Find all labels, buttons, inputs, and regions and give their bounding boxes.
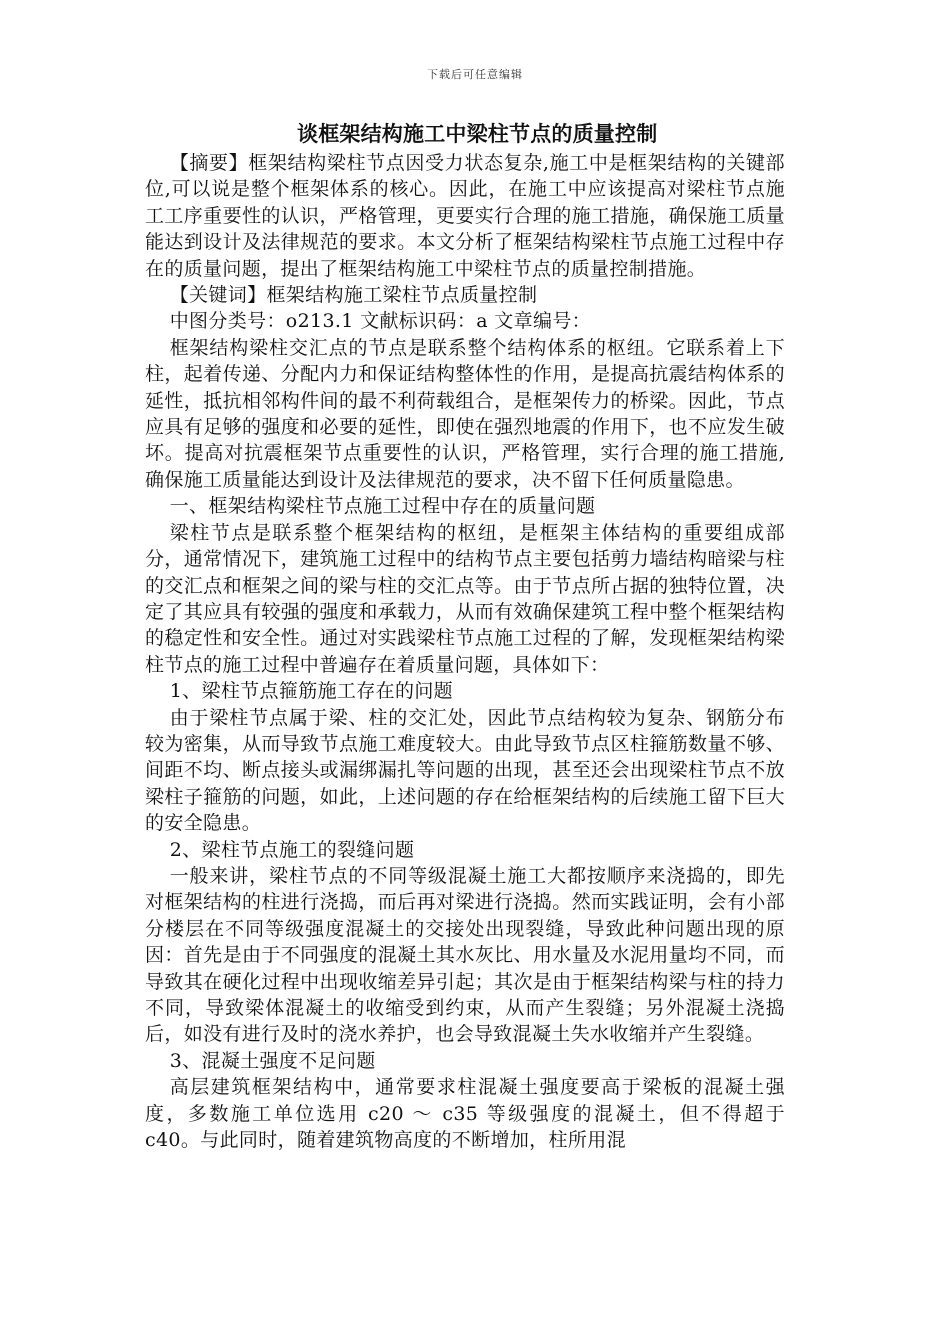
classification-line: 中图分类号：o213.1 文献标识码：a 文章编号： [169,310,592,333]
document-title: 谈框架结构施工中梁柱节点的质量控制 [297,122,658,146]
abstract-paragraph: 【摘要】框架结构梁柱节点因受力状态复杂,施工中是框架结构的关键部位,可以说是整个框架体系的核心。因此，在施工中应该提高对梁柱节点施工工序重要性的认识，严格管理，更要实行合理的施工措施，确保施工质量能达到设计及法律规范的要求。本文分析了框架结构梁柱节点施工过程中存在的质量问题，提出了框架结构施工中梁柱节点的质量控制措施。 [145,152,785,280]
subheading-strength-issue: 3、混凝土强度不足问题 [169,1049,376,1072]
document-body [145,118,785,1153]
stirrup-issue-paragraph: 由于梁柱节点属于梁、柱的交汇处，因此节点结构较为复杂、钢筋分布较为密集，从而导致节点施工难度较大。由此导致节点区柱箍筋数量不够、间距不均、断点接头或漏绑漏扎等问题的出现，甚至还会出现梁柱节点不放梁柱子箍筋的问题，如此，上述问题的存在给框架结构的后续施工留下巨大的安全隐患。 [145,706,785,835]
section-1-paragraph: 梁柱节点是联系整个框架结构的枢纽，是框架主体结构的重要组成部分，通常情况下，建筑施工过程中的结构节点主要包括剪力墙结构暗梁与柱的交汇点和框架之间的梁与柱的交汇点等。由于节点所占据的独特位置，决定了其应具有较强的强度和承载力，从而有效确保建筑工程中整个框架结构的稳定性和安全性。通过对实践梁柱节点施工过程的了解，发现框架结构梁柱节点的施工过程中普遍存在着质量问题，具体如下： [145,521,785,676]
section-heading-1: 一、框架结构梁柱节点施工过程中存在的质量问题 [169,495,596,518]
keywords-line: 【关键词】框架结构施工梁柱节点质量控制 [169,284,538,307]
intro-paragraph: 框架结构梁柱交汇点的节点是联系整个结构体系的枢纽。它联系着上下柱，起着传递、分配内力和保证结构整体性的作用，是提高抗震结构体系的延性，抵抗相邻构件间的最不利荷载组合，是框架传力的桥梁。因此，节点应具有足够的强度和必要的延性，即使在强烈地震的作用下，也不应发生破坏。提高对抗震框架节点重要性的认识，严格管理，实行合理的施工措施,确保施工质量能达到设计及法律规范的要求，决不留下任何质量隐患。 [145,336,785,491]
strength-issue-paragraph: 高层建筑框架结构中，通常要求柱混凝土强度要高于梁板的混凝土强度，多数施工单位选用 c20 ～ c35 等级强度的混凝土，但不得超于 c40。与此同时，随着建筑物高度的不断增加，柱所用混 [145,1076,785,1152]
header-note: 下载后可任意编辑 [427,68,523,81]
subheading-crack-issue: 2、梁柱节点施工的裂缝问题 [169,838,415,861]
crack-issue-paragraph: 一般来讲，梁柱节点的不同等级混凝土施工大都按顺序来浇捣的，即先对框架结构的柱进行浇捣，而后再对梁进行浇捣。然而实践证明，会有小部分楼层在不同等级强度混凝土的交接处出现裂缝，导致此种问题出现的原因：首先是由于不同强度的混凝土其水灰比、用水量及水泥用量均不同，而导致其在硬化过程中出现收缩差异引起；其次是由于框架结构梁与柱的持力不同，导致梁体混凝土的收缩受到约束，从而产生裂缝；另外混凝土浇捣后，如没有进行及时的浇水养护，也会导致混凝土失水收缩并产生裂缝。 [145,864,785,1046]
subheading-stirrup-issue: 1、梁柱节点箍筋施工存在的问题 [169,680,454,703]
